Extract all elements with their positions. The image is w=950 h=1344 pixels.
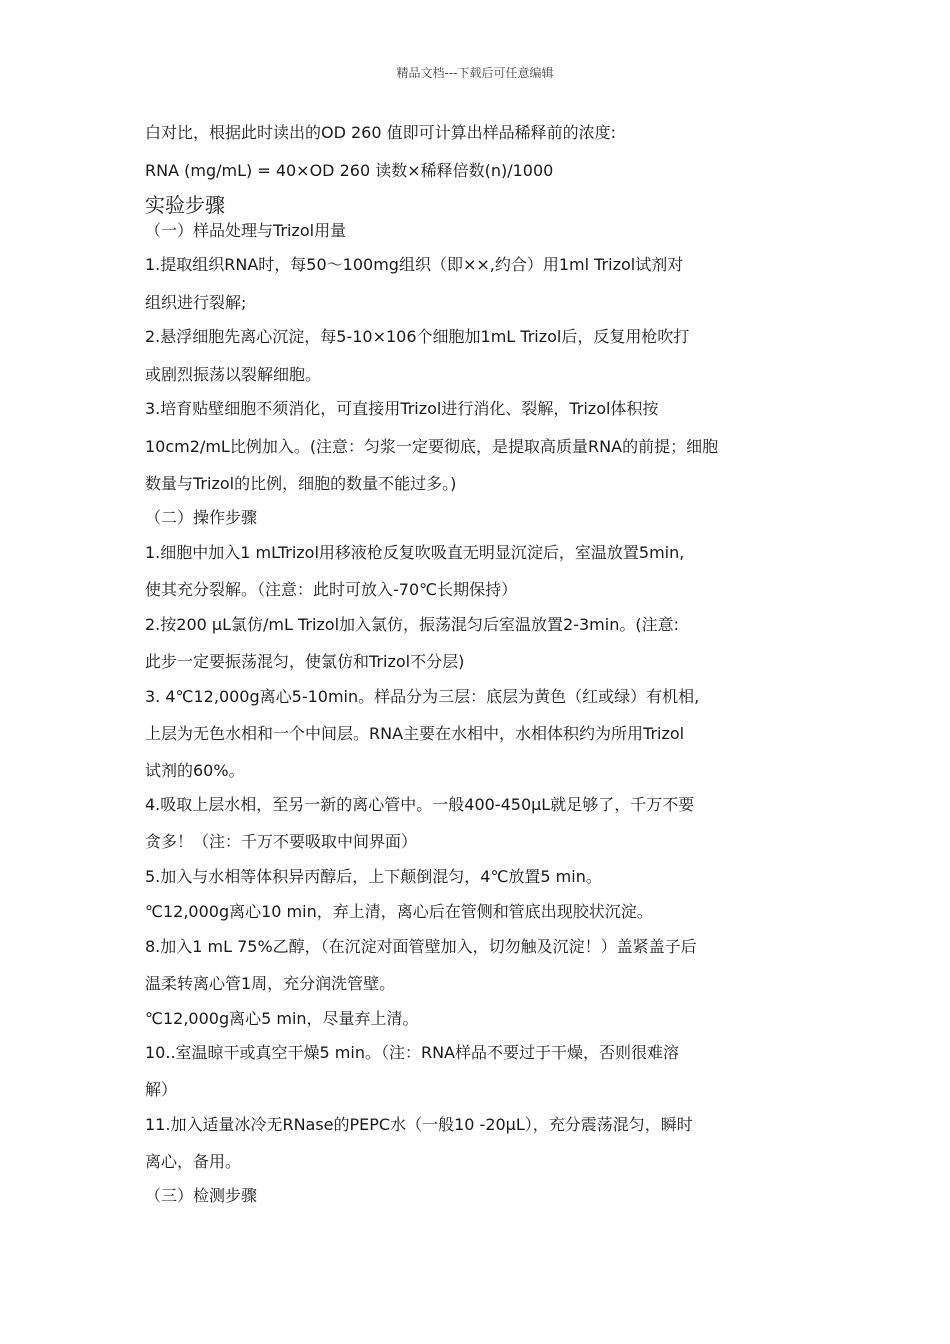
subsection-heading: （二）操作步骤	[145, 508, 258, 527]
body-line: 2.按200 μL氯仿/mL Trizol加入氯仿，振荡混匀后室温放置2-3min。(注意:	[145, 615, 679, 634]
body-line: 1.提取组织RNA时，每50～100mg组织（即××,约合）用1ml Trizol试剂对	[145, 255, 684, 274]
section-heading: 实验步骤	[145, 193, 225, 217]
subsection-heading: （一）样品处理与Trizol用量	[145, 221, 347, 240]
body-line: 3. 4℃12,000g离心5-10min。样品分为三层：底层为黄色（红或绿）有机相,	[145, 687, 700, 706]
body-line: 使其充分裂解。（注意：此时可放入-70℃长期保持）	[145, 580, 518, 599]
body-line: 贪多！（注：千万不要吸取中间界面）	[145, 832, 418, 851]
body-line: 3.培育贴壁细胞不须消化，可直接用Trizol进行消化、裂解，Trizol体积按	[145, 399, 659, 418]
body-line: 解）	[145, 1080, 178, 1099]
body-line: 4.吸取上层水相，至另一新的离心管中。一般400-450μL就足够了，千万不要	[145, 795, 695, 814]
body-line: 或剧烈振荡以裂解细胞。	[145, 365, 322, 384]
body-line: 此步一定要振荡混匀，使氯仿和Trizol不分层)	[145, 652, 465, 671]
subsection-heading: （三）检测步骤	[145, 1186, 258, 1205]
body-line: ℃12,000g离心5 min，尽量弃上清。	[145, 1009, 419, 1028]
body-line: 10..室温晾干或真空干燥5 min。（注：RNA样品不要过于干燥，否则很难溶	[145, 1043, 680, 1062]
body-line: 离心，备用。	[145, 1152, 242, 1171]
body-line: ℃12,000g离心10 min，弃上清，离心后在管侧和管底出现胶状沉淀。	[145, 902, 653, 921]
body-line: 数量与Trizol的比例，细胞的数量不能过多。)	[145, 474, 457, 493]
body-line: 11.加入适量冰冷无RNase的PEPC水（一般10 -20μL），充分震荡混匀，瞬时	[145, 1115, 693, 1134]
body-line: 10cm2/mL比例加入。(注意：匀浆一定要彻底，是提取高质量RNA的前提；细胞	[145, 437, 719, 456]
body-line: 温柔转离心管1周，充分润洗管壁。	[145, 974, 396, 993]
page-header: 精品文档---下载后可任意编辑	[396, 66, 554, 80]
body-line: 组织进行裂解;	[145, 293, 247, 312]
body-line: 试剂的60%。	[145, 761, 245, 780]
body-line: 2.悬浮细胞先离心沉淀，每5-10×106个细胞加1mL Trizol后，反复用枪吹打	[145, 327, 690, 346]
body-line: 5.加入与水相等体积异丙醇后，上下颠倒混匀，4℃放置5 min。	[145, 867, 602, 886]
body-line: 上层为无色水相和一个中间层。RNA主要在水相中，水相体积约为所用Trizol	[145, 724, 685, 743]
body-line: 8.加入1 mL 75%乙醇，（在沉淀对面管壁加入，切勿触及沉淀！）盖紧盖子后	[145, 937, 697, 956]
formula-line: RNA (mg/mL) = 40×OD 260 读数×稀释倍数(n)/1000	[145, 161, 554, 180]
body-line: 1.细胞中加入1 mLTrizol用移液枪反复吹吸直无明显沉淀后，室温放置5min,	[145, 543, 685, 562]
body-line: 白对比，根据此时读出的OD 260 值即可计算出样品稀释前的浓度:	[145, 123, 617, 142]
